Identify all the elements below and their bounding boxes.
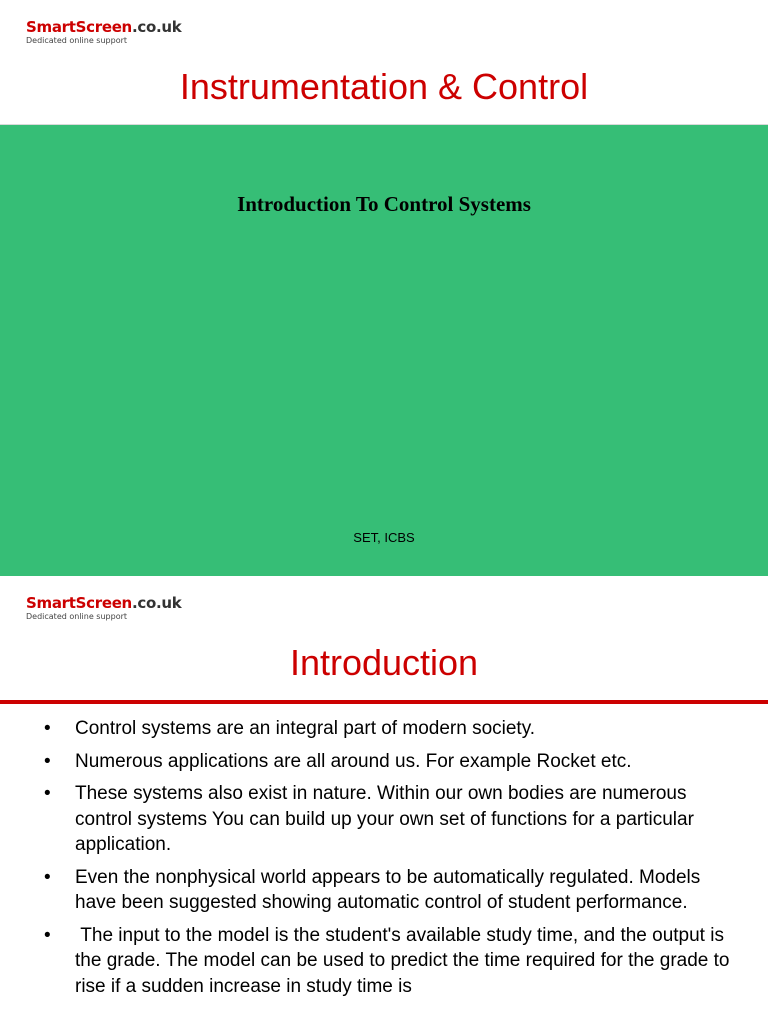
bullet-icon: • <box>44 718 51 739</box>
slide-author: SET, ICBS <box>353 530 415 545</box>
bullet-icon: • <box>44 750 51 772</box>
list-item-text: These systems also exist in nature. Within our own bodies are numerous control systems You can build up your own set of functions for a particular application. <box>75 783 694 855</box>
bullet-list <box>44 716 744 1006</box>
bullet-icon: • <box>44 783 51 804</box>
brand-tagline: Dedicated online support <box>26 612 128 621</box>
brand-name: SmartScreen <box>26 594 132 612</box>
list-item <box>44 716 744 742</box>
brand-tld: .co.uk <box>131 18 182 36</box>
brand-logo-wordmark <box>26 18 181 36</box>
brand-logo <box>26 18 181 46</box>
list-item-text: Even the nonphysical world appears to be automatically regulated. Models have been suggested showing automatic control of student performance. <box>75 866 701 913</box>
list-item <box>44 923 744 1000</box>
bullet-icon: • <box>44 924 51 946</box>
list-item-text: Numerous applications are all around us. For example Rocket etc. <box>75 750 632 772</box>
slide-title: Introduction <box>289 642 479 683</box>
slide-title: Instrumentation & Control <box>179 66 589 107</box>
brand-logo <box>26 594 181 622</box>
brand-tagline: Dedicated online support <box>26 36 128 45</box>
slide-subtitle: Introduction To Control Systems <box>237 192 531 216</box>
list-item-text: Control systems are an integral part of modern society. <box>75 718 536 739</box>
brand-tld: .co.uk <box>131 594 182 612</box>
list-item-text: The input to the model is the student's available study time, and the output is the grade. The model can be used to predict the time required for the grade to rise if a sudden increase in study time is <box>75 924 735 997</box>
bullet-icon: • <box>44 866 51 888</box>
brand-logo-wordmark <box>26 594 181 612</box>
list-item <box>44 781 744 858</box>
list-item <box>44 865 744 916</box>
brand-name: SmartScreen <box>26 18 132 36</box>
title-divider <box>0 700 768 704</box>
list-item <box>44 749 744 775</box>
title-panel <box>0 124 768 577</box>
slide-2 <box>0 576 768 1024</box>
